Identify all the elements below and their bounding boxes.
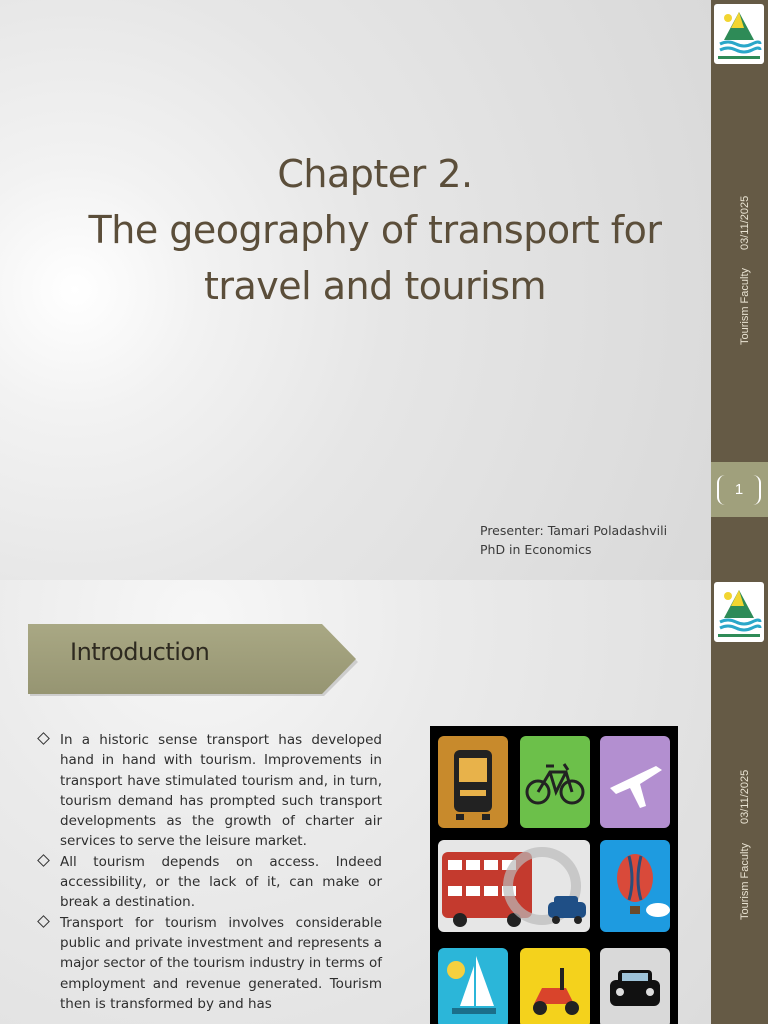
bicycle-icon	[520, 736, 590, 828]
presenter-degree: PhD in Economics	[480, 542, 592, 557]
double-decker-bus-icon	[438, 840, 590, 932]
diamond-bullet-icon	[37, 854, 50, 867]
page-number-tab	[711, 462, 768, 517]
diamond-bullet-icon	[37, 732, 50, 745]
sailboat-icon	[438, 948, 508, 1024]
sidebar-faculty: Tourism Faculty	[739, 842, 751, 920]
title-line-3: travel and tourism	[203, 264, 547, 308]
bullet-text: Transport for tourism involves considerable public and private investment and represents a major sector of the tourism industry in terms of employment and revenue generated. Tourism then is transformed by and has	[60, 914, 382, 1012]
airplane-icon	[600, 736, 670, 828]
sidebar-date: 03/11/2025	[739, 195, 751, 250]
hot-air-balloon-icon	[600, 840, 670, 932]
slide-title	[80, 146, 670, 314]
bullet-text: In a historic sense transport has developed hand in hand with tourism. Improvements in transport have stimulated tourism and, in turn, tourism demand has prompted such transport developments as the growth of charter air services to serve the leisure market.	[60, 732, 382, 850]
sidebar	[711, 580, 768, 1024]
title-line-2: The geography of transport for	[88, 208, 662, 252]
sidebar-faculty: Tourism Faculty	[739, 267, 751, 345]
university-logo-icon	[714, 582, 764, 642]
sidebar	[711, 0, 768, 580]
title-line-1: Chapter 2.	[277, 152, 473, 196]
slide-2	[0, 580, 768, 1024]
section-heading-tab	[28, 624, 360, 698]
bus-icon	[438, 736, 508, 828]
section-heading: Introduction	[70, 638, 210, 666]
sidebar-date: 03/11/2025	[739, 769, 751, 824]
list-item	[36, 913, 382, 1014]
transport-icons-image	[430, 726, 678, 1024]
bullet-list	[36, 730, 382, 1014]
diamond-bullet-icon	[37, 915, 50, 928]
presenter-info	[480, 521, 667, 559]
university-logo-icon	[714, 4, 764, 64]
vintage-car-icon	[600, 948, 670, 1024]
page-number: 1	[717, 475, 761, 505]
list-item	[36, 852, 382, 913]
list-item	[36, 730, 382, 852]
presenter-name: Presenter: Tamari Poladashvili	[480, 523, 668, 538]
scooter-icon	[520, 948, 590, 1024]
bullet-text: All tourism depends on access. Indeed accessibility, or the lack of it, can make or break a destination.	[60, 853, 382, 911]
